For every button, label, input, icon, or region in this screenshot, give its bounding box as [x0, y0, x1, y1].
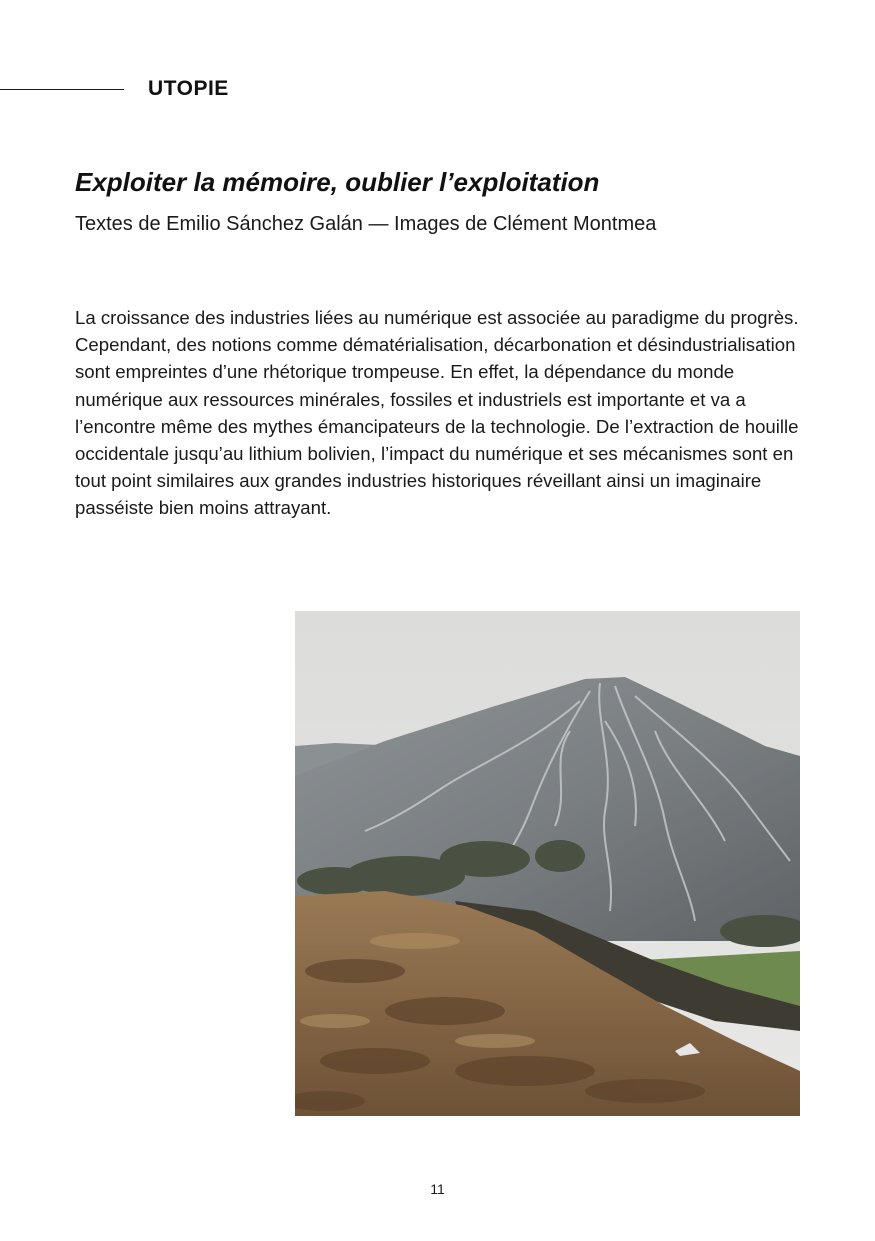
article-title: Exploiter la mémoire, oublier l’exploitation [75, 167, 600, 197]
page-number: 11 [430, 1181, 445, 1197]
section-rule [0, 89, 124, 90]
slag-heap-illustration [295, 611, 800, 1116]
section-label: UTOPIE [148, 77, 229, 100]
article-body: La croissance des industries liées au numérique est associée au paradigme du progrès. Cependant, des notions comme dématérialisation, décarbonation et désindustrialisation sont empreintes d’une rhétorique trompeuse. En effet, la dépendance du monde numérique aux ressources minérales, fossiles et industriels est importante et va a l’encontre même des mythes émancipateurs de la technologie. De l’extraction de houille occidentale jusqu’au lithium bolivien, l’impact du numérique et ses mécanismes sont en tout point similaires aux grandes industries historiques réveillant ainsi un imaginaire passéiste bien moins attrayant. [75, 307, 799, 519]
article-credits: Textes de Emilio Sánchez Galán — Images de Clément Montmea [75, 213, 657, 235]
